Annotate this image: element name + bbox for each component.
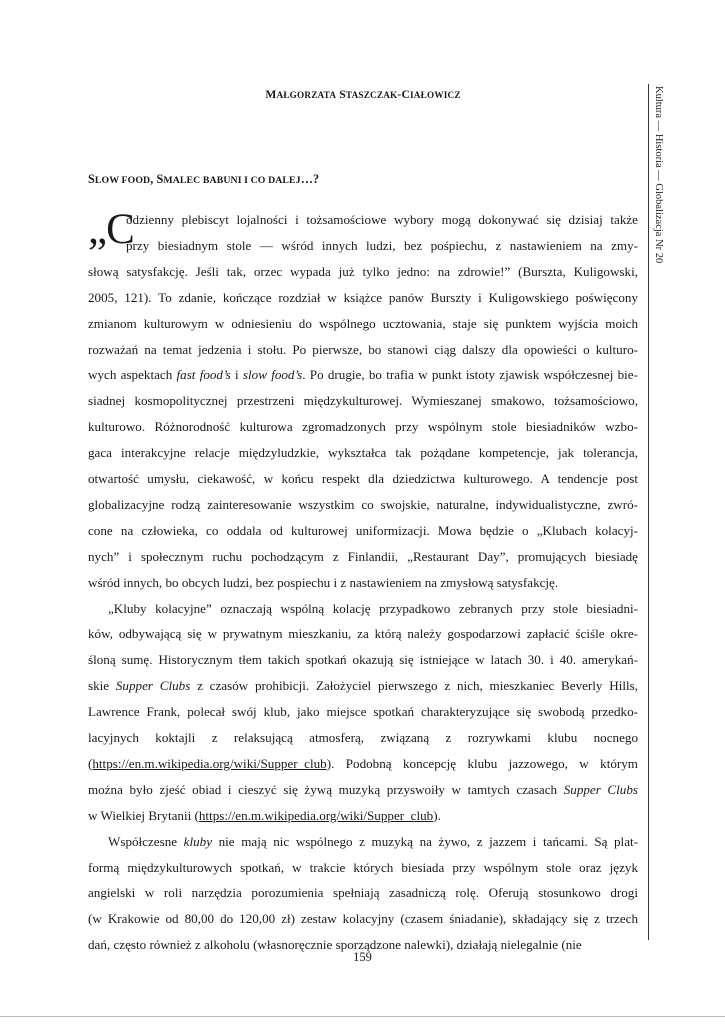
drop-cap: „C	[88, 206, 134, 253]
text-run: rozważań na temat jedzenia i stołu. Po pierwsze, bo stanowi ciąg dalszy dla opowieści o kulturo-	[88, 341, 638, 357]
text-run: siadnej kosmopolitycznej przestrzeni międzykulturowej. Wymieszanej smakowo, tożsamościowo,	[88, 393, 638, 409]
text-run: . Po drugie, bo trafia w punkt istoty zjawisk współczesnej bie-	[302, 367, 638, 383]
text-line	[88, 314, 638, 334]
text-run: przy biesiadnym stole — wśród innych ludzi, bez pośpiechu, z nastawieniem na zmy-	[126, 237, 638, 253]
text-run: 2005, 121). To zdanie, kończące rozdział w książce panów Burszty i Kuligowskiego poświęcony	[88, 289, 638, 305]
text-line	[88, 365, 638, 385]
text-line	[108, 599, 638, 619]
text-line	[108, 832, 638, 852]
author-smallcaps-1: AŁGORZATA	[276, 90, 337, 100]
title-part: , S	[150, 172, 164, 186]
text-run: wych aspektach	[88, 367, 177, 383]
text-run: ).	[433, 807, 441, 823]
text-run: wśród innych, bo obcych ludzi, bez pospiechu i z nastawieniem na zmysłową satysfakcję.	[88, 574, 559, 590]
author-initial-3: -C	[397, 88, 411, 101]
page-edge	[0, 1016, 725, 1017]
text-line	[88, 417, 638, 437]
text-run: cone na człowieka, co oddala od kulturowej uniformizacji. Mowa będzie o „Klubach kolacyj-	[88, 522, 638, 538]
text-run: z czasów prohibicji. Założyciel pierwszego z nich, mieszkaniec Beverly Hills,	[190, 678, 638, 694]
text-run: (	[88, 755, 93, 771]
text-line	[88, 806, 638, 826]
text-run: „Kluby kolacyjne” oznaczają wspólną kolację przypadkowo zebranych przy stole biesiadni-	[108, 600, 638, 616]
text-run: słową satysfakcję. Jeśli tak, orzec wypada już tylko jedno: na zdrowie!” (Burszta, Kuligowski,	[88, 263, 638, 279]
italic-term: kluby	[183, 833, 213, 849]
reference-link[interactable]: https://en.m.wikipedia.org/wiki/Supper_club	[198, 807, 434, 823]
text-run: ków, odbywającą się w prywatnym mieszkaniu, za którą należy gospodarzowi zapłacić ściśle okre-	[88, 626, 638, 642]
text-line	[88, 754, 638, 774]
reference-link[interactable]: https://en.m.wikipedia.org/wiki/Supper_club	[92, 755, 327, 771]
text-line	[126, 210, 638, 230]
italic-term: Supper Clubs	[563, 781, 638, 797]
text-line	[88, 728, 638, 748]
text-run: globalizacyjne rodzą zainteresowanie wszystkim co swojskie, naturalne, indywidualistyczne, zwró-	[88, 496, 638, 512]
text-run: lacyjnych koktajli z relaksującą atmosferą, związaną z rozrywkami klubu nocnego	[88, 730, 638, 745]
italic-term: slow food’s	[242, 367, 303, 383]
text-line	[126, 236, 638, 256]
text-run: zmianom kulturowym w odniesieniu do wspólnego ucztowania, staje się punktem wyjścia moich	[88, 315, 638, 331]
text-line	[88, 780, 638, 800]
text-line	[88, 391, 638, 411]
title-part: …?	[300, 172, 320, 186]
title-part: MALEC BABUNI I CO DALEJ	[163, 175, 301, 186]
text-run: formą międzykulturowych spotkań, w trakcie których biesiada przy wspólnym stole oraz język	[88, 859, 638, 875]
page-number: 159	[353, 950, 372, 964]
margin-rule	[648, 84, 649, 940]
text-run: Współczesne	[108, 833, 184, 849]
text-run: śloną sumę. Historycznym tłem takich spotkań okazują się istniejące w latach 30. i 40. amerykań-	[88, 652, 638, 668]
italic-term: fast food’s	[176, 367, 231, 383]
text-run: odzienny plebiscyt lojalności i tożsamościowe wybory mogą dokonywać się dzisiaj także	[126, 212, 638, 227]
text-line	[88, 858, 638, 878]
text-run: w Wielkiej Brytanii (	[88, 807, 199, 823]
title-part: S	[88, 172, 95, 186]
text-run: otwartość umysłu, ciekawość, w końcu respekt dla dziedzictwa kulturowego. A tendencje post	[88, 471, 638, 486]
text-run: nych” i społecznym ruchu pochodzącym z Finlandii, „Restaurant Day”, promujących biesiadę	[88, 548, 638, 564]
text-line	[88, 573, 638, 593]
author-smallcaps-3: IAŁOWICZ	[410, 90, 461, 100]
author-initial-1: M	[265, 88, 277, 101]
text-run: i	[230, 367, 243, 383]
text-line	[88, 650, 638, 670]
text-line	[88, 469, 638, 489]
text-run: (w Krakowie od 80,00 do 120,00 zł) zestaw kolacyjny (czasem śniadanie), składający się z trzech	[88, 911, 638, 927]
text-run: Lawrence Frank, polecał swój klub, jako miejsce spotkań charakteryzujące się swobodą przedko-	[88, 704, 638, 720]
author-smallcaps-2: TASZCZAK	[345, 90, 398, 100]
article-title	[88, 172, 319, 187]
text-line	[88, 495, 638, 515]
title-part: LOW FOOD	[94, 175, 151, 186]
text-line	[88, 624, 638, 644]
italic-term: Supper Clubs	[115, 678, 191, 694]
text-line	[88, 909, 638, 929]
text-run: można było zjeść obiad i cieszyć się żywą muzyką przyswoiły w tamtych czasach	[88, 781, 564, 797]
text-run: angielski w roli narzędzia porozumienia spełniają zasadniczą rolę. Oferują stosunkowo drogi	[88, 885, 638, 901]
text-run: kulturowo. Różnorodność kulturowa zgromadzonych przy wspólnym stole biesiadników wzbo-	[88, 419, 638, 435]
text-run: ). Podobną koncepcję klubu jazzowego, w którym	[326, 755, 638, 771]
text-run: dań, często również z alkoholu (własnoręcznie sporządzone nalewki), działają nielegalnie (nie	[88, 937, 582, 953]
text-line	[88, 521, 638, 541]
text-line	[88, 702, 638, 722]
text-line	[88, 340, 638, 360]
text-run: gaca interakcyjne relacje międzyludzkie, wykształca tak pożądane kompetencje, jak tolerancja,	[88, 445, 638, 461]
running-title: Kultura — Historia — Globalizacja Nr 20	[653, 86, 664, 264]
text-run: nie mają nic wspólnego z muzyką na żywo, z jazzem i tańcami. Są plat-	[212, 833, 638, 849]
text-line	[88, 883, 638, 903]
text-run: skie	[88, 678, 116, 694]
text-line	[88, 262, 638, 282]
text-line	[88, 676, 638, 696]
author-initial-2: S	[339, 88, 346, 101]
text-line	[88, 288, 638, 308]
text-line	[88, 443, 638, 463]
text-line	[88, 547, 638, 567]
author-name	[88, 88, 638, 101]
